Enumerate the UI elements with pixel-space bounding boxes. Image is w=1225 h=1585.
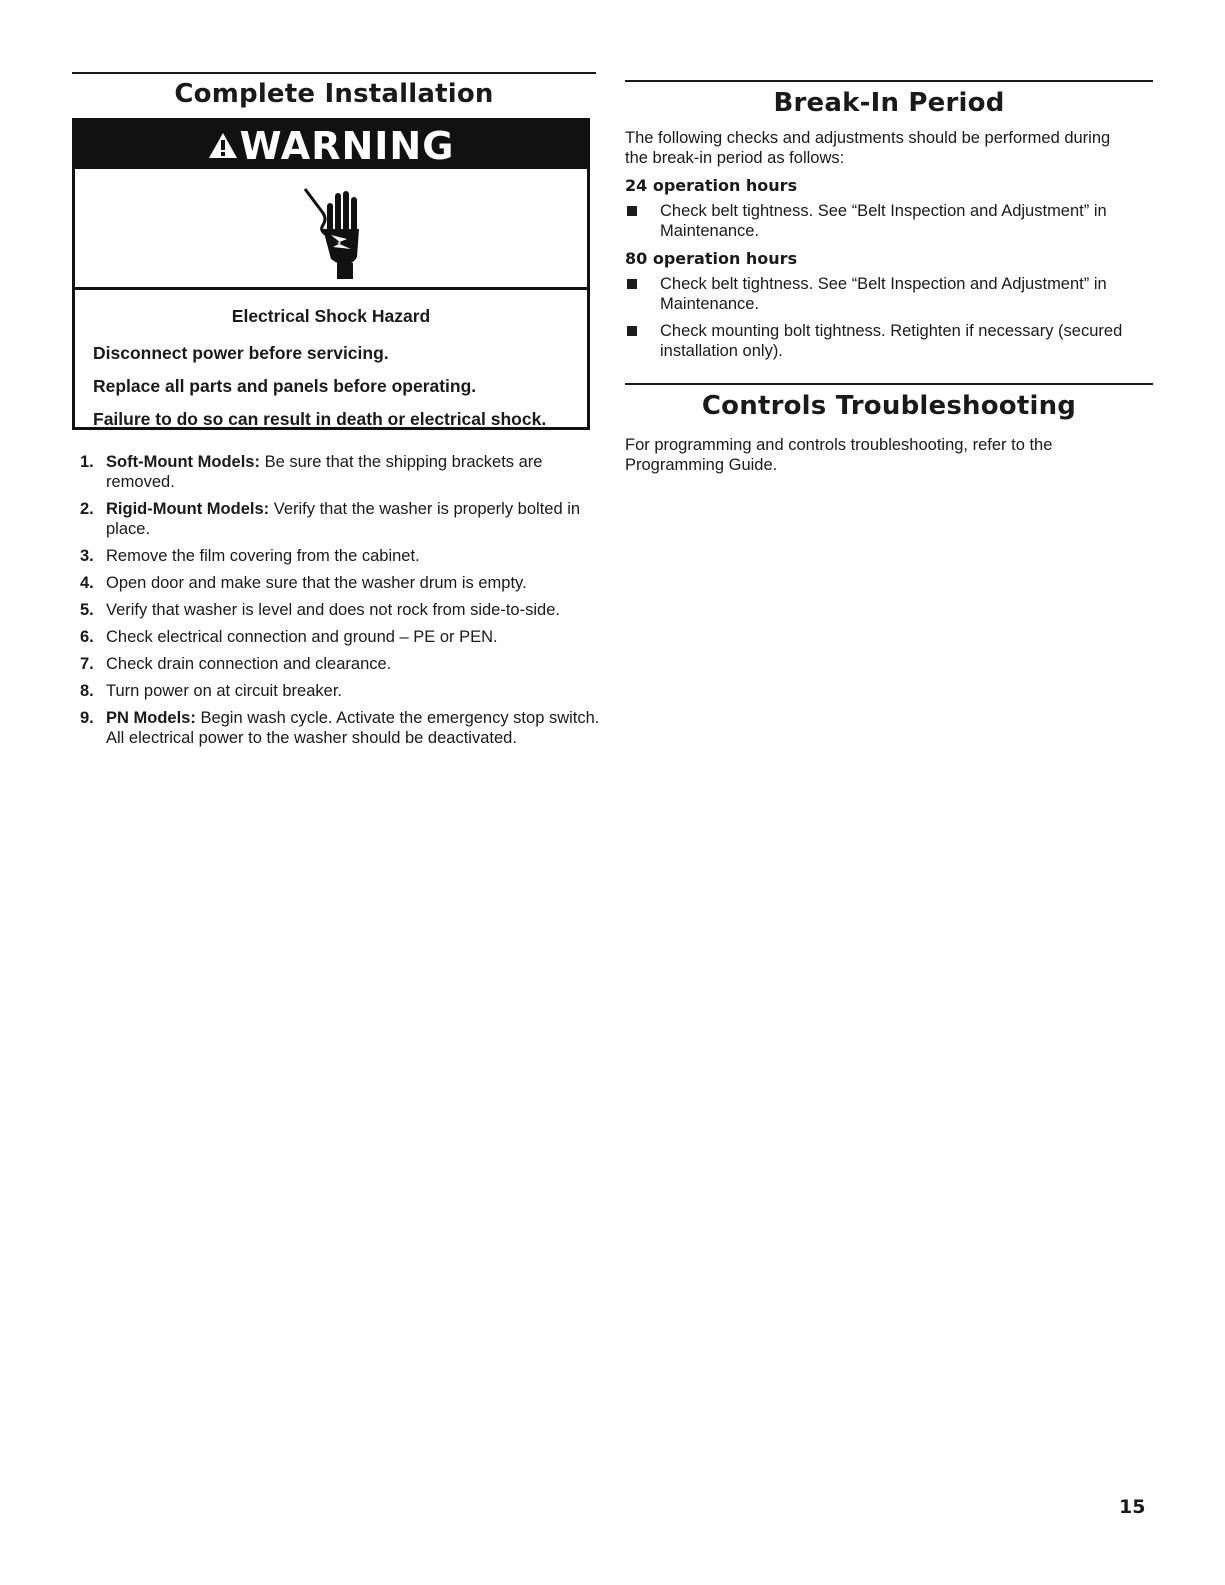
list-item	[80, 573, 600, 593]
step-text: Begin wash cycle. Activate the emergency stop switch. All electrical power to the washer should be deactivated.	[106, 709, 600, 747]
installation-steps-list	[80, 452, 600, 755]
break-in-title: Break-In Period	[773, 88, 1005, 118]
bullet-text: Check belt tightness. See “Belt Inspection and Adjustment” in Maintenance.	[660, 275, 1107, 313]
hazard-title: Electrical Shock Hazard	[231, 306, 431, 326]
step-lead: PN Models:	[106, 709, 196, 727]
group-list-80h	[625, 274, 1153, 361]
warning-line: Replace all parts and panels before operating.	[93, 376, 477, 396]
bullet-text: Check belt tightness. See “Belt Inspection and Adjustment” in Maintenance.	[660, 202, 1107, 240]
list-item	[80, 681, 600, 701]
step-text: Remove the film covering from the cabinet.	[106, 547, 420, 565]
list-item	[80, 708, 600, 748]
step-number: 5.	[80, 601, 94, 619]
bullet-square-icon	[627, 326, 637, 336]
step-text: Turn power on at circuit breaker.	[106, 682, 342, 700]
list-item	[80, 546, 600, 566]
warning-header	[75, 121, 587, 169]
step-lead: Rigid-Mount Models:	[106, 500, 270, 518]
step-number: 1.	[80, 453, 94, 471]
list-item	[625, 201, 1153, 241]
section-rule	[625, 80, 1153, 82]
step-text: Check electrical connection and ground – PE or PEN.	[106, 628, 498, 646]
warning-icon-area	[75, 169, 587, 290]
step-number: 9.	[80, 709, 94, 727]
group-heading-24h: 24 operation hours	[625, 176, 798, 195]
list-item	[80, 627, 600, 647]
group-heading-80h: 80 operation hours	[625, 249, 798, 268]
warning-line: Failure to do so can result in death or electrical shock.	[93, 409, 547, 429]
complete-installation-title: Complete Installation	[174, 79, 494, 109]
step-text: Verify that washer is level and does not rock from side-to-side.	[106, 601, 560, 619]
bullet-text: Check mounting bolt tightness. Retighten if necessary (secured installation only).	[660, 322, 1123, 360]
page-number: 15	[1119, 1496, 1146, 1518]
list-item	[80, 600, 600, 620]
break-in-intro: The following checks and adjustments should be performed during the break-in period as follows:	[625, 129, 1111, 167]
controls-text: For programming and controls troubleshooting, refer to the Programming Guide.	[625, 436, 1053, 474]
step-text: Check drain connection and clearance.	[106, 655, 392, 673]
step-number: 7.	[80, 655, 94, 673]
break-in-section	[625, 0, 1153, 475]
group-list-24h	[625, 201, 1153, 241]
bullet-square-icon	[627, 279, 637, 289]
section-rule	[72, 72, 596, 74]
step-text: Verify that the washer is properly bolted in place.	[106, 500, 581, 538]
list-item	[625, 274, 1153, 314]
list-item	[80, 654, 600, 674]
electric-shock-hand-icon	[301, 185, 371, 281]
step-number: 3.	[80, 547, 94, 565]
list-item	[80, 452, 600, 492]
step-number: 2.	[80, 500, 94, 518]
warning-label: WARNING	[239, 124, 455, 168]
step-text: Open door and make sure that the washer drum is empty.	[106, 574, 527, 592]
warning-line: Disconnect power before servicing.	[93, 343, 389, 363]
list-item	[625, 321, 1153, 361]
step-number: 8.	[80, 682, 94, 700]
step-number: 6.	[80, 628, 94, 646]
step-lead: Soft-Mount Models:	[106, 453, 260, 471]
complete-installation-section	[72, 0, 596, 109]
warning-triangle-icon	[208, 121, 238, 171]
list-item	[80, 499, 600, 539]
step-number: 4.	[80, 574, 94, 592]
controls-title: Controls Troubleshooting	[701, 391, 1077, 421]
bullet-square-icon	[627, 206, 637, 216]
warning-box	[72, 118, 590, 430]
step-text: Be sure that the shipping brackets are removed.	[106, 453, 543, 491]
section-rule	[625, 383, 1153, 385]
warning-text	[75, 290, 587, 430]
